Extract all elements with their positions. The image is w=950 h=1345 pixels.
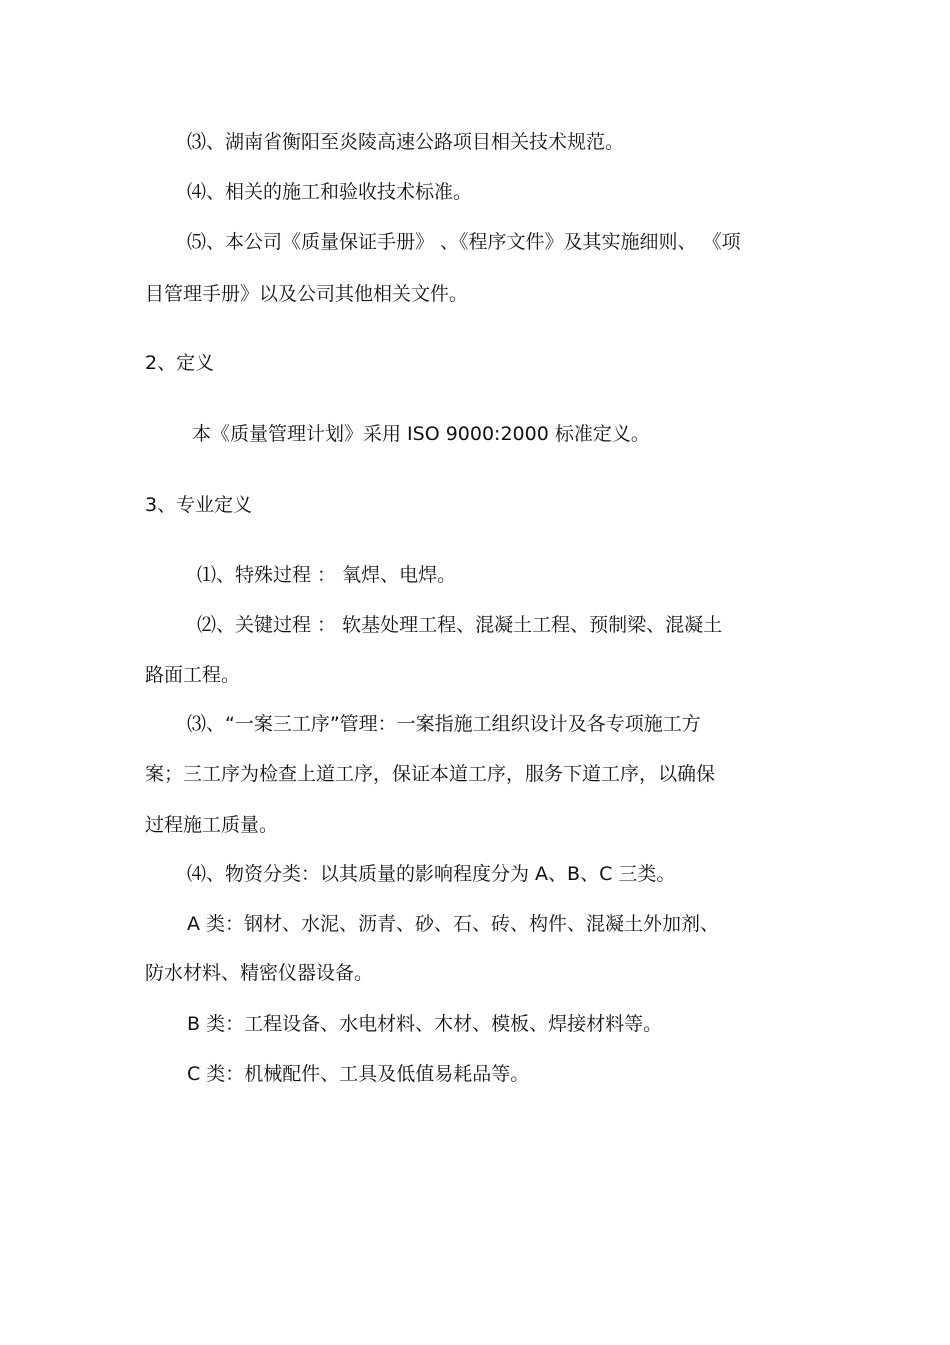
paragraph-line: C 类：机械配件、工具及低值易耗品等。 bbox=[187, 1063, 530, 1085]
paragraph-line: ⑷、物资分类：以其质量的影响程度分为 A、B、C 三类。 bbox=[187, 863, 676, 885]
paragraph-line: ⑵、关键过程 ： 软基处理工程、混凝土工程、预制梁、混凝土 bbox=[197, 614, 723, 636]
paragraph-line: 路面工程。 bbox=[145, 664, 241, 686]
paragraph-line: ⑷、相关的施工和验收技术标准。 bbox=[187, 181, 473, 203]
paragraph-line: 防水材料、精密仪器设备。 bbox=[145, 962, 374, 984]
paragraph-line: ⑸、本公司《质量保证手册》 、《程序文件》及其实施细则、 《项 bbox=[187, 231, 741, 253]
paragraph-line: B 类：工程设备、水电材料、木材、模板、焊接材料等。 bbox=[187, 1013, 663, 1035]
paragraph-line: ⑶、湖南省衡阳至炎陵高速公路项目相关技术规范。 bbox=[187, 131, 625, 153]
paragraph-line: 案；三工序为检查上道工序，保证本道工序，服务下道工序，以确保 bbox=[145, 763, 716, 785]
section-heading: 3、专业定义 bbox=[145, 494, 253, 516]
paragraph-line: A 类：钢材、水泥、沥青、砂、石、砖、构件、混凝土外加剂、 bbox=[187, 913, 720, 935]
paragraph-line: 目管理手册》以及公司其他相关文件。 bbox=[145, 283, 469, 305]
paragraph-line: 过程施工质量。 bbox=[145, 814, 279, 836]
paragraph-line: ⑴、特殊过程 ： 氧焊、电焊。 bbox=[197, 564, 457, 586]
paragraph-line: 本《质量管理计划》采用 ISO 9000:2000 标准定义。 bbox=[192, 423, 650, 445]
paragraph-line: ⑶、“一案三工序”管理：一案指施工组织设计及各专项施工方 bbox=[187, 713, 701, 735]
section-heading: 2、定义 bbox=[145, 352, 215, 374]
